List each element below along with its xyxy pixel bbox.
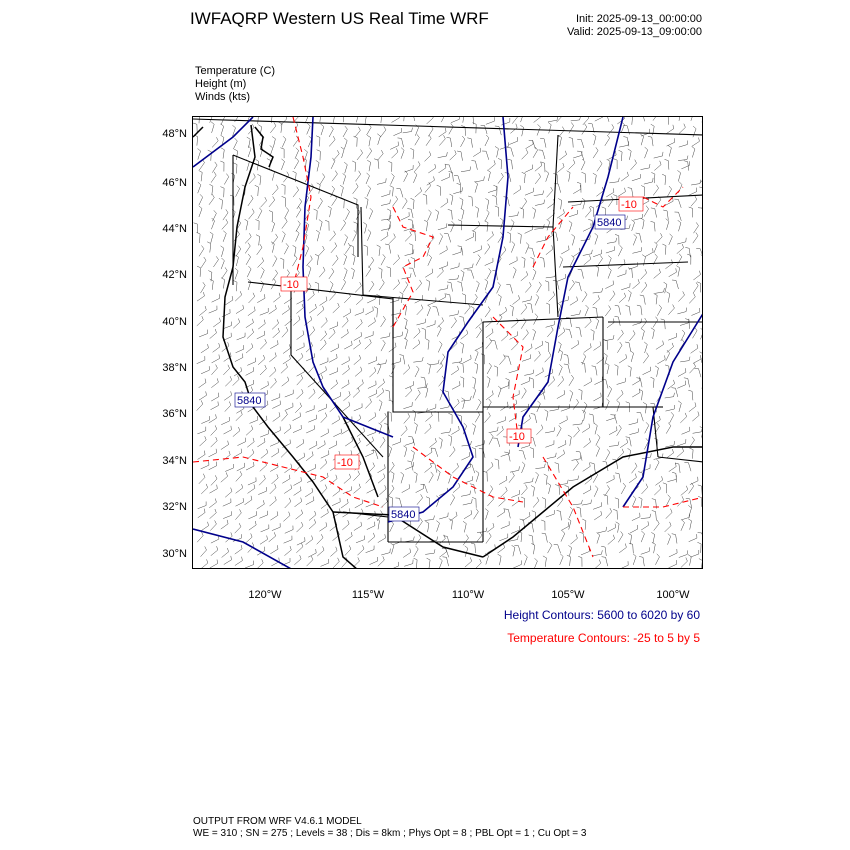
height-contour-label: 5840: [391, 509, 416, 521]
lon-label-110w: 110°W: [451, 589, 485, 601]
contour-labels: [235, 197, 643, 521]
footer-config-line: WE = 310 ; SN = 275 ; Levels = 38 ; Dis = 8km ; Phys Opt = 8 ; PBL Opt = 1 ; Cu Opt = 3: [193, 828, 587, 839]
field-label-temperature: Temperature (C): [195, 65, 276, 77]
height-contour-label: 5840: [237, 395, 262, 407]
temperature-contour-label: -10: [337, 457, 353, 469]
lon-label-115w: 115°W: [351, 589, 385, 601]
legend-height-contours: Height Contours: 5600 to 6020 by 60: [503, 608, 700, 622]
map-canvas: [193, 117, 703, 569]
temperature-contour-label: -10: [509, 431, 525, 443]
valid-time: Valid: 2025-09-13_09:00:00: [567, 26, 702, 38]
lat-label-38n: 38°N: [162, 362, 187, 374]
lon-label-100w: 100°W: [656, 589, 690, 601]
temperature-contour-label: -10: [283, 279, 299, 291]
lat-label-40n: 40°N: [162, 316, 187, 328]
footer-model-line: OUTPUT FROM WRF V4.6.1 MODEL: [193, 816, 362, 827]
lat-label-32n: 32°N: [162, 501, 187, 513]
lat-label-42n: 42°N: [162, 269, 187, 281]
lat-label-36n: 36°N: [162, 408, 187, 420]
height-contours: [193, 117, 703, 569]
chart-title: IWFAQRP Western US Real Time WRF: [190, 9, 489, 28]
lat-label-44n: 44°N: [162, 223, 187, 235]
field-label-winds: Winds (kts): [195, 91, 250, 103]
temperature-contour-label: -10: [621, 199, 637, 211]
legend-temperature-contours: Temperature Contours: -25 to 5 by 5: [507, 631, 700, 645]
init-time: Init: 2025-09-13_00:00:00: [576, 13, 702, 25]
lat-label-34n: 34°N: [162, 455, 187, 467]
lat-label-48n: 48°N: [162, 128, 187, 140]
field-label-height: Height (m): [195, 78, 247, 90]
lat-label-46n: 46°N: [162, 177, 187, 189]
lat-label-30n: 30°N: [162, 548, 187, 560]
lon-label-105w: 105°W: [551, 589, 585, 601]
map-panel: [192, 116, 703, 569]
state-boundaries: [193, 119, 703, 542]
lon-label-120w: 120°W: [248, 589, 282, 601]
height-contour-label: 5840: [597, 217, 622, 229]
